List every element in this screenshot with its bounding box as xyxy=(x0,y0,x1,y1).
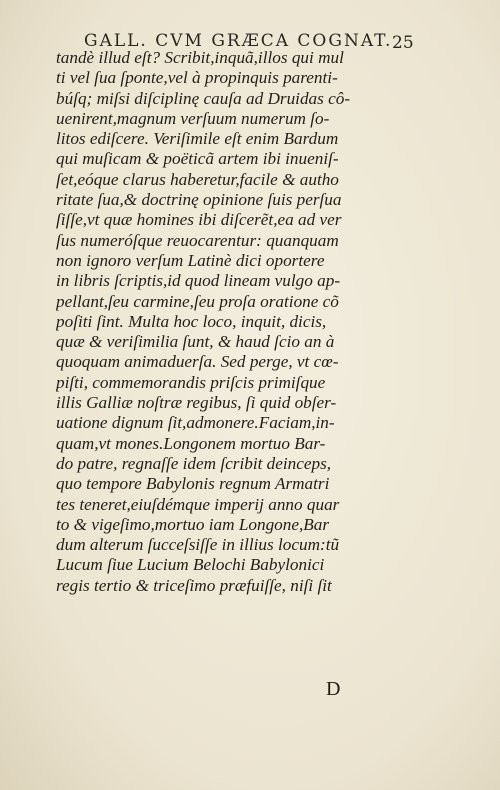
running-title: GALL. CVM GRÆCA COGNAT. xyxy=(84,31,393,51)
text-line: ſus numeróſque reuocarentur: quanquam xyxy=(56,230,339,250)
text-line: ritate ſua,& doctrinę opinione ſuis perſua xyxy=(56,190,342,210)
text-line: do patre, regnaſſe idem ſcribit deinceps, xyxy=(56,453,332,473)
text-line: uenirent,magnum verſuum numerum ſo- xyxy=(56,108,330,128)
text-line: litos ediſcere. Veriſimile eſt enim Bardum xyxy=(56,129,339,149)
text-line: ſiſſe,vt quæ homines ibi diſcerẽt,ea ad ver xyxy=(56,210,342,230)
signature-mark: D xyxy=(326,678,341,700)
body-text xyxy=(56,48,406,596)
text-line: to & vigeſimo,mortuo iam Longone,Bar xyxy=(56,514,330,534)
text-line: regis tertio & triceſimo præfuiſſe, niſi ſit xyxy=(56,575,332,595)
text-line: qui muſicam & poëticã artem ibi inueniſ- xyxy=(56,149,339,169)
text-line: búſq; miſsi diſciplinę cauſa ad Druidas cô- xyxy=(56,88,351,108)
text-line: non ignoro verſum Latinè dici oportere xyxy=(56,250,325,270)
text-line: quo tempore Babylonis regnum Armatri xyxy=(56,474,330,494)
text-line: tes teneret,eiuſdémque imperij anno quar xyxy=(56,494,340,514)
text-line: quoquam animaduerſa. Sed perge, vt cœ- xyxy=(56,352,339,372)
text-line: quam,vt mones.Longonem mortuo Bar- xyxy=(56,433,326,453)
text-line: pellant,ſeu carmine,ſeu proſa oratione cõ xyxy=(56,291,339,311)
text-line: uatione dignum ſit,admonere.Faciam,in- xyxy=(56,413,335,433)
text-line: illis Galliæ noſtræ regibus, ſi quid obſer- xyxy=(56,393,337,413)
text-line: Lucum ſiue Lucium Belochi Babylonici xyxy=(56,555,325,575)
text-line: in libris ſcriptis,id quod lineam vulgo ap- xyxy=(56,271,341,291)
text-line: piſti, commemorandis priſcis primiſque xyxy=(56,372,326,392)
text-line: ſet,eóque clarus haberetur,facile & autho xyxy=(56,169,339,189)
text-line: quæ & veriſimilia ſunt, & haud ſcio an à xyxy=(56,332,335,352)
text-line: tandè illud eſt? Scribit,inquã,illos qui mul xyxy=(56,48,344,67)
page-number: 25 xyxy=(392,33,414,53)
text-line: ti vel ſua ſponte,vel à propinquis parenti- xyxy=(56,68,338,88)
text-line: poſiti ſint. Multa hoc loco, inquit, dicis, xyxy=(56,311,327,331)
text-line: dum alterum ſucceſsiſſe in illius locum:tũ xyxy=(56,535,340,555)
